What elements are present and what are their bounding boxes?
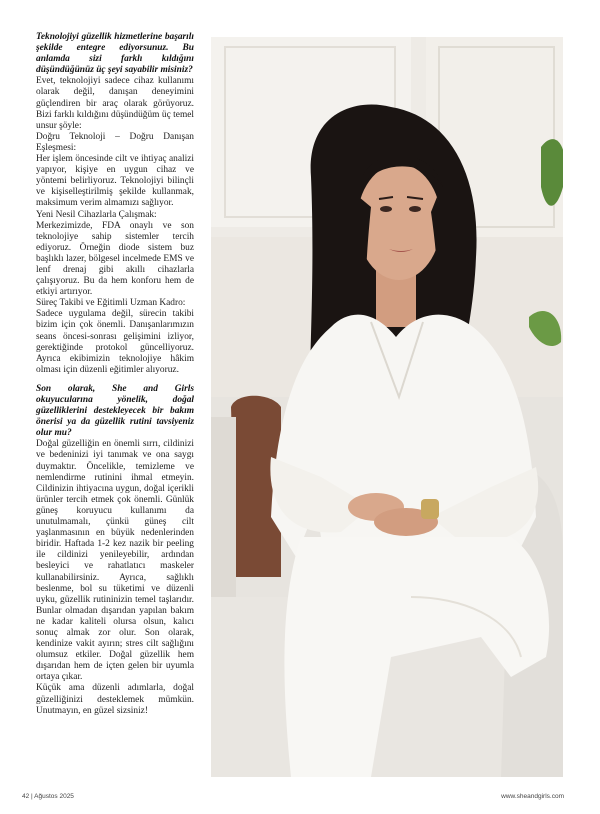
question-1: Teknolojiyi güzellik hizmetlerine başarılı şekilde entegre ediyorsunuz. Bu anlamda sizi farklı kıldığını düşündüğünüz üç şeyi sayabilir misiniz?: [36, 32, 194, 76]
question-2: Son olarak, She and Girls okuyucularına yönelik, doğal güzelliklerini destekleyecek bir bakım önerisi ya da güzellik rutini tavsiyeniz olur mu?: [36, 383, 194, 439]
closing-text: Küçük ama düzenli adımlarla, doğal güzelliğinizi desteklemek mümkün. Unutmayın, en güzel sizsiniz!: [36, 683, 194, 716]
answer-1-intro: Evet, teknolojiyi sadece cihaz kullanımı olarak değil, danışan deneyimini güçlendiren bir araç olarak görüyoruz. Bizi farklı kıldığını düşündüğüm üç temel unsur şöyle:: [36, 76, 194, 131]
point-1-text: Her işlem öncesinde cilt ve ihtiyaç analizi yapıyor, kişiye en uygun cihaz ve yöntemi belirliyoruz. Teknolojiyi bilinçli ve kişiselleştirilmiş şekilde kullanmak, maksimum verim almamızı sağlıyor.: [36, 154, 194, 209]
point-2-text: Merkezimizde, FDA onaylı ve son teknolojiye sahip sistemler tercih ediyoruz. Örneğin diode sistem buz başlıklı lazer, bölgesel incelmede EMS ve lenf drenaj gibi akıllı cihazlarla çalışıyoruz. Bu da hem konforu hem de etkiyi artırıyor.: [36, 220, 194, 298]
point-3-title: Süreç Takibi ve Eğitimli Uzman Kadro:: [36, 298, 186, 309]
point-2-title: Yeni Nesil Cihazlarla Çalışmak:: [36, 209, 157, 220]
website-url: www.sheandgirls.com: [501, 793, 564, 800]
portrait-illustration: [211, 37, 563, 777]
portrait-photo: [211, 37, 563, 777]
point-1-title: Doğru Teknoloji – Doğru Danışan Eşleşmesi:: [36, 131, 194, 153]
page-number: 42 | Ağustos 2025: [22, 793, 74, 800]
answer-2: Doğal güzelliğin en önemli sırrı, cildinizi ve bedeninizi iyi tanımak ve ona saygı duymaktır. Öncelikle, temizleme ve nemlendirme rutinini ihmal etmeyin. Cildinizin ihtiyacına uygun, doğal içerikli ürünler tercih etmek çok önemli. Günlük güneş koruyucu kullanımı da unutulmamalı, çünkü güneş cilt yaşlanmasının en büyük nedenlerinden biridir. Haftada 1-2 kez nazik bir peeling ile cildinizi yenileyebilir, ardından besleyici ve rahatlatıcı maskeler kullanabilirsiniz. Ayrıca, sağlıklı beslenme, bol su tüketimi ve düzenli uyku, güzellik rutininizin temel taşlarıdır. Bunlar olmadan dışarıdan yapılan bakım ne kadar kaliteli olursa olsun, kalıcı sonuç almak zor olur. Son olarak, kendinize vakit ayırın; stres cilt sağlığını olumsuz etkiler. Doğal güzellik hem dışarıdan hem de içten gelen bir uyumla ortaya çıkar.: [36, 439, 194, 683]
article-column: [36, 32, 194, 717]
point-3-text: Sadece uygulama değil, sürecin takibi bizim için çok önemli. Danışanlarımızın seans öncesi-sonrası gelişimini izliyor, gerektiğinde protokol güncelliyoruz. Ayrıca ekibimizin teknolojiye hâkim olması için düzenli eğitimler alıyoruz.: [36, 309, 194, 375]
